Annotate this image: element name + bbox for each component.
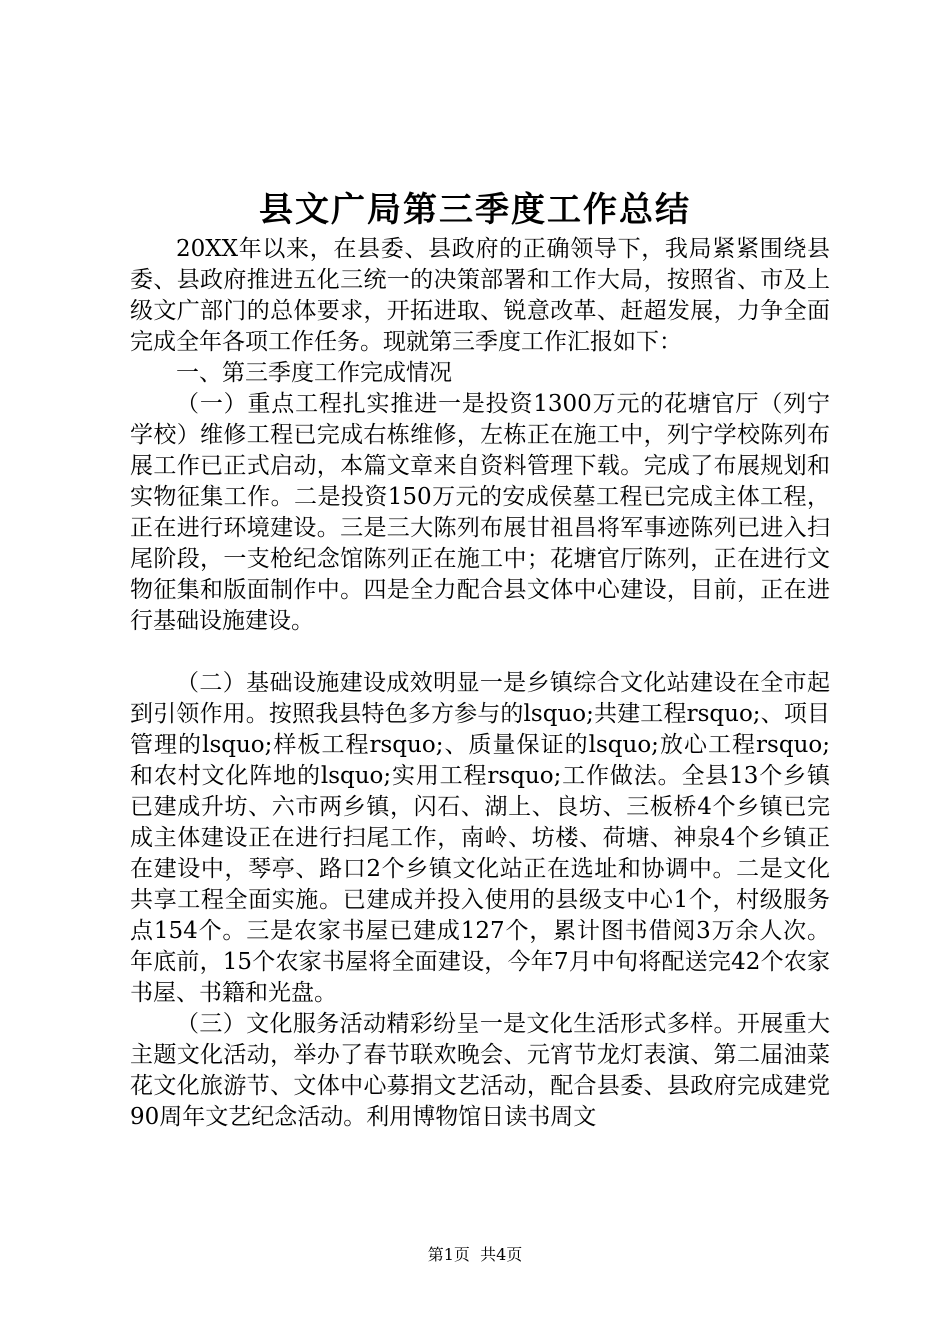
section-heading: 一、第三季度工作完成情况 — [176, 360, 452, 386]
document-body — [130, 234, 830, 1133]
paragraph-key-projects: （一）重点工程扎实推进一是投资1300万元的花塘官厅（列宁学校）维修工程已完成右栋维修，左栋正在施工中，列宁学校陈列布展工作已正式启动，本篇文章来自资料管理下载。完成了布展规划和实物征集工作。二是投资150万元的安成侯墓工程已完成主体工程，正在进行环境建设。三是三大陈列布展甘祖昌将军事迹陈列已进入扫尾阶段，一支枪纪念馆陈列正在施工中；花塘官厅陈列，正在进行文物征集和版面制作中。四是全力配合县文体中心建设，目前，正在进行基础设施建设。 — [130, 391, 830, 634]
page-footer: 第1页 共4页 — [427, 1245, 523, 1264]
paragraph-infrastructure: （二）基础设施建设成效明显一是乡镇综合文化站建设在全市起到引领作用。按照我县特色多方参与的lsquo;共建工程rsquo;、项目管理的lsquo;样板工程rsquo;、质量保证的lsquo;放心工程rsquo;和农村文化阵地的lsquo;实用工程rsquo;工作做法。全县13个乡镇已建成升坊、六市两乡镇，闪石、湖上、良坊、三板桥4个乡镇已完成主体建设正在进行扫尾工作，南岭、坊楼、荷塘、神泉4个乡镇正在建设中，琴亭、路口2个乡镇文化站正在选址和协调中。二是文化共享工程全面实施。已建成并投入使用的县级支中心1个，村级服务点154个。三是农家书屋已建成127个，累计图书借阅3万余人次。年底前，15个农家书屋将全面建设，今年7月中旬将配送完42个农家书屋、书籍和光盘。 — [130, 670, 830, 1006]
paragraph-cultural-services: （三）文化服务活动精彩纷呈一是文化生活形式多样。开展重大主题文化活动，举办了春节联欢晚会、元宵节龙灯表演、第二届油菜花文化旅游节、文体中心募捐文艺活动，配合县委、县政府完成建党90周年文艺纪念活动。利用博物馆日读书周文 — [130, 1011, 830, 1130]
paragraph-intro: 20XX年以来，在县委、县政府的正确领导下，我局紧紧围绕县委、县政府推进五化三统一的决策部署和工作大局，按照省、市及上级文广部门的总体要求，开拓进取、锐意改革、赶超发展，力争全面完成全年各项工作任务。现就第三季度工作汇报如下： — [130, 236, 830, 355]
document-title: 县文广局第三季度工作总结 — [259, 190, 691, 230]
